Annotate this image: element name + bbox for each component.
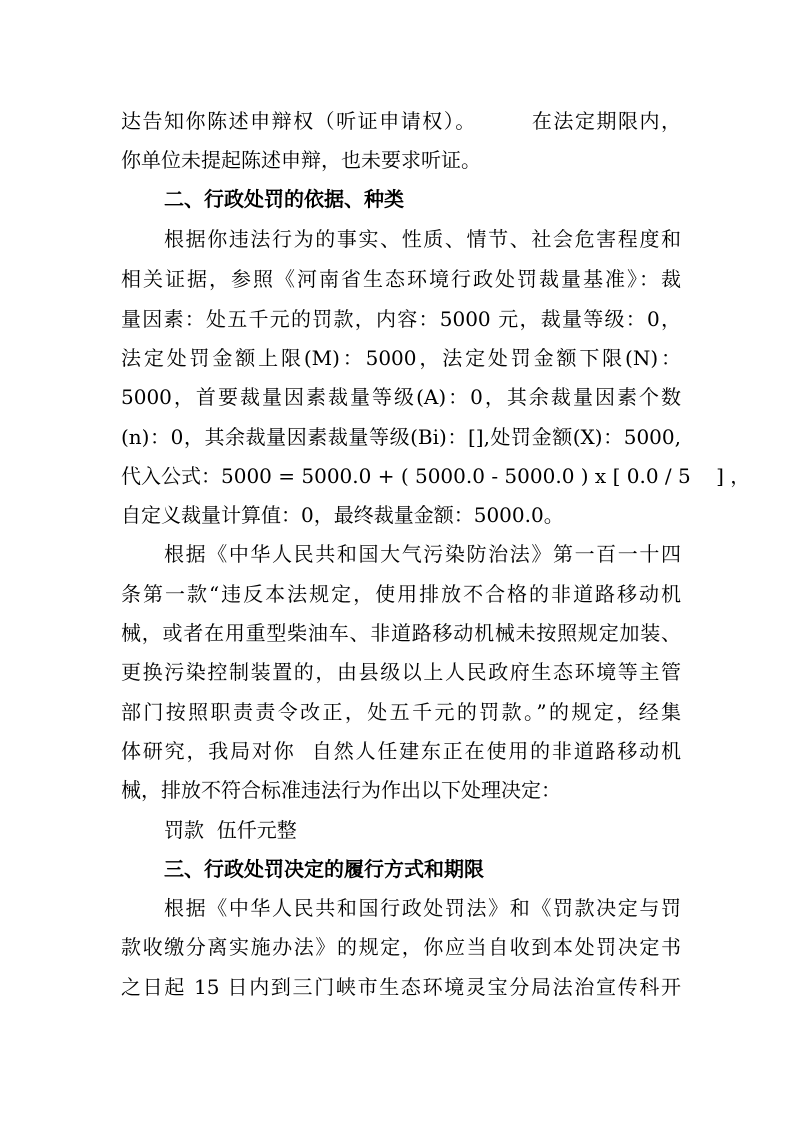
text-line: 更换污染控制装置的，由县级以上人民政府生态环境等主管 xyxy=(121,660,681,684)
text-line: 你单位未提起陈述申辩，也未要求听证。 xyxy=(121,148,481,172)
text-line: 罚款 伍仟元整 xyxy=(164,818,297,842)
text-line: (n)：0，其余裁量因素裁量等级(Bi)：[],处罚金额(X)：5000, xyxy=(121,425,681,449)
text-line: 械，排放不符合标准违法行为作出以下处理决定： xyxy=(121,778,561,802)
text-line: 体研究，我局对你 自然人任建东正在使用的非道路移动机 xyxy=(121,739,681,763)
text-line: 根据你违法行为的事实、性质、情节、社会危害程度和 xyxy=(164,227,681,251)
text-line: 部门按照职责责令改正，处五千元的罚款。”的规定，经集 xyxy=(121,700,681,724)
text-line: 之日起 15 日内到三门峡市生态环境灵宝分局法治宣传科开 xyxy=(121,975,681,999)
text-line: 代入公式：5000 = 5000.0 + ( 5000.0 - 5000.0 ) x [ 0.0 / 5 ] ， xyxy=(121,464,751,488)
section-heading: 三、行政处罚决定的履行方式和期限 xyxy=(164,857,484,881)
text-line: 械，或者在用重型柴油车、非道路移动机械未按照规定加装、 xyxy=(121,621,681,645)
text-line: 达告知你陈述申辩权（听证申请权）。 在法定期限内， xyxy=(121,109,681,133)
text-line: 法定处罚金额上限(M)：5000，法定处罚金额下限(N)： xyxy=(121,346,681,370)
text-line: 根据《中华人民共和国行政处罚法》和《罚款决定与罚 xyxy=(164,896,681,920)
section-heading: 二、行政处罚的依据、种类 xyxy=(164,187,404,211)
text-line: 根据《中华人民共和国大气污染防治法》第一百一十四 xyxy=(164,542,681,566)
text-line: 条第一款“违反本法规定，使用排放不合格的非道路移动机 xyxy=(121,582,681,606)
text-line: 自定义裁量计算值：0，最终裁量金额：5000.0。 xyxy=(121,503,564,527)
text-line: 款收缴分离实施办法》的规定，你应当自收到本处罚决定书 xyxy=(121,935,681,959)
text-line: 量因素：处五千元的罚款，内容：5000 元，裁量等级：0， xyxy=(121,307,681,331)
text-line: 相关证据，参照《河南省生态环境行政处罚裁量基准》：裁 xyxy=(121,267,681,291)
text-line: 5000，首要裁量因素裁量等级(A)：0，其余裁量因素个数 xyxy=(121,385,681,409)
